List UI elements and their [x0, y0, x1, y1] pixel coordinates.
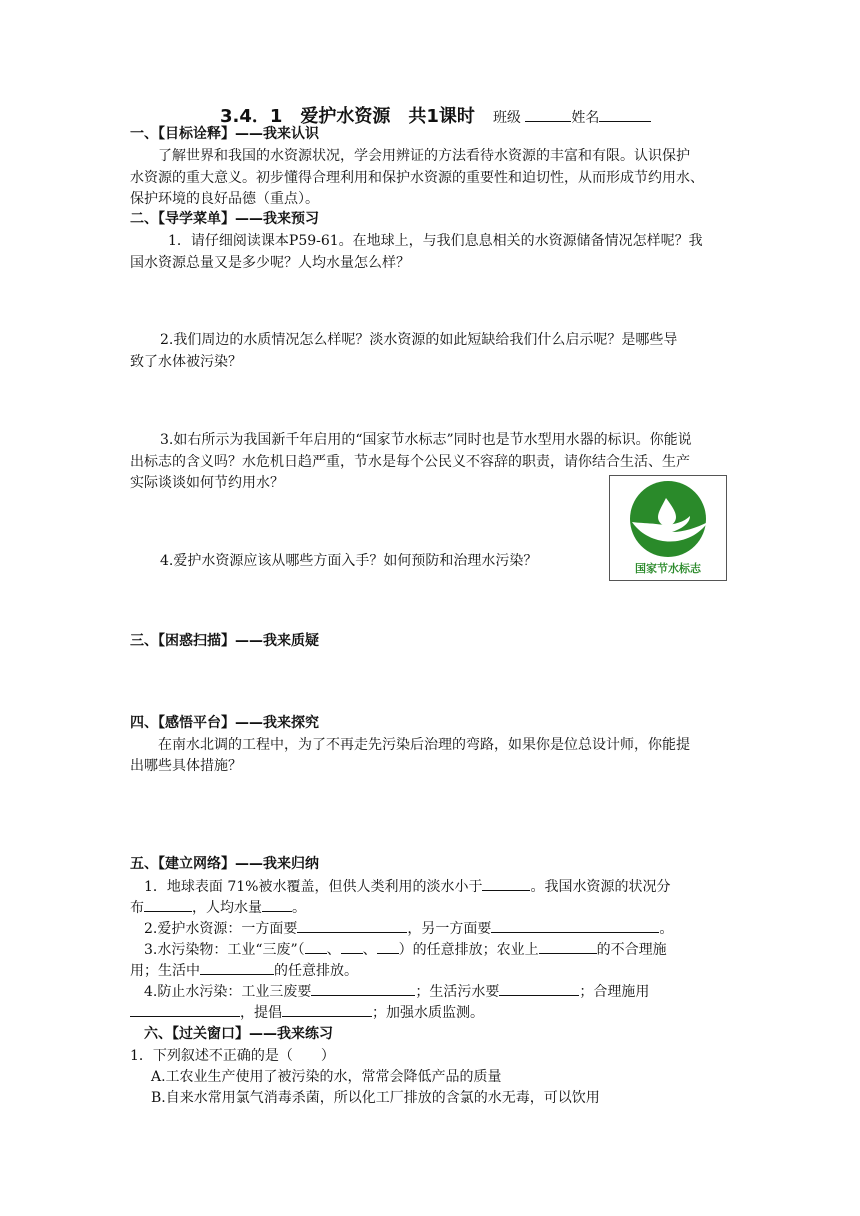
question-text-line: 4.爱护水资源应该从哪些方面入手？如何预防和治理水污染？ [160, 553, 538, 569]
question-text-line: 出标志的含义吗？水危机日趋严重，节水是每个公民义不容辞的职责，请你结合生活、生产 [130, 454, 690, 470]
section-4-text-line: 在南水北调的工程中，为了不再走先污染后治理的弯路，如果你是位总设计师，你能提 [158, 737, 690, 753]
fill-blank[interactable] [491, 918, 659, 933]
summary-item-3-cont [130, 960, 358, 981]
section-1-heading: 一、【目标诠释】——我来认识 [130, 126, 319, 142]
exercise-option-a: A.工农业生产使用了被污染的水，常常会降低产品的质量 [151, 1069, 502, 1085]
fill-blank[interactable] [341, 939, 363, 954]
section-6-heading: 六、【过关窗口】——我来练习 [144, 1026, 333, 1042]
section-4-heading: 四、【感悟平台】——我来探究 [130, 715, 319, 731]
fill-blank[interactable] [200, 960, 274, 975]
section-5-heading: 五、【建立网络】——我来归纳 [130, 856, 319, 872]
fill-blank[interactable] [499, 981, 579, 996]
section-1-text-line: 保护环境的良好品德（重点）。 [130, 191, 319, 207]
title-text: 3.4．1 爱护水资源 共1课时 [220, 106, 475, 127]
section-2-heading: 二、【导学菜单】——我来预习 [130, 211, 319, 227]
text-run: 的任意排放。 [274, 963, 358, 979]
question-text-line: 1．请仔细阅读课本P59-61。在地球上，与我们息息相关的水资源储备情况怎样呢？我 [168, 233, 703, 249]
fill-blank[interactable] [130, 1002, 240, 1017]
fill-blank[interactable] [297, 918, 407, 933]
question-text-line: 3.如右所示为我国新千年启用的“国家节水标志”同时也是节水型用水器的标识。你能说 [160, 432, 692, 448]
text-run: ，人均水量 [192, 900, 262, 916]
section-3-heading: 三、【困惑扫描】——我来质疑 [130, 633, 319, 649]
text-run: 1．地球表面 71%被水覆盖，但供人类利用的淡水小于 [144, 879, 483, 895]
text-run: 3.水污染物：工业“三废”（ [144, 942, 305, 958]
exercise-option-b: B.自来水常用氯气消毒杀菌，所以化工厂排放的含氯的水无毒，可以饮用 [151, 1090, 600, 1106]
fill-blank[interactable] [539, 939, 597, 954]
text-run: ；生活污水要 [415, 984, 500, 1000]
text-run: 。 [659, 921, 674, 937]
text-run: 的不合理施 [596, 942, 667, 958]
question-text-line: 实际谈谈如何节约用水？ [130, 475, 284, 491]
text-run: 、 [362, 942, 377, 958]
class-blank[interactable] [525, 107, 571, 122]
text-run: 用；生活中 [130, 963, 200, 979]
name-blank[interactable] [599, 107, 651, 122]
section-4-text-line: 出哪些具体措施？ [130, 758, 242, 774]
name-label: 姓名 [571, 110, 600, 126]
text-run: ）的任意排放；农业上 [398, 942, 539, 958]
text-run: 布 [130, 900, 144, 916]
text-run: ；合理施用 [579, 984, 650, 1000]
summary-item-4-cont [130, 1002, 484, 1023]
text-run: ；加强水质监测。 [372, 1005, 484, 1021]
class-label: 班级 [492, 110, 521, 126]
text-run: 4.防止水污染：工业三废要 [144, 984, 312, 1000]
fill-blank[interactable] [144, 897, 192, 912]
summary-item-4 [144, 981, 649, 1002]
class-field [493, 110, 651, 126]
text-run: ，另一方面要 [407, 921, 492, 937]
fill-blank[interactable] [282, 1002, 372, 1017]
question-text-line: 2.我们周边的水质情况怎么样呢？淡水资源的如此短缺给我们什么启示呢？是哪些导 [160, 332, 678, 348]
summary-item-2 [144, 918, 673, 939]
question-text-line: 国水资源总量又是多少呢？人均水量怎么样？ [130, 255, 410, 271]
fill-blank[interactable] [305, 939, 327, 954]
section-1-text-line: 了解世界和我国的水资源状况，学会用辨证的方法看待水资源的丰富和有限。认识保护 [158, 148, 690, 164]
fill-blank[interactable] [262, 897, 292, 912]
fill-blank[interactable] [482, 876, 530, 891]
fill-blank[interactable] [377, 939, 399, 954]
water-drop-logo-icon [610, 476, 726, 560]
water-saving-logo [609, 475, 727, 581]
text-run: 。 [292, 900, 306, 916]
summary-item-1-cont [130, 897, 306, 918]
question-text-line: 致了水体被污染？ [130, 354, 242, 370]
fill-blank[interactable] [311, 981, 415, 996]
text-run: 2.爱护水资源：一方面要 [144, 921, 298, 937]
summary-item-3 [144, 939, 667, 960]
summary-item-1 [144, 876, 670, 897]
text-run: ，提倡 [240, 1005, 282, 1021]
section-1-text-line: 水资源的重大意义。初步懂得合理利用和保护水资源的重要性和迫切性，从而形成节约用水、 [130, 170, 704, 186]
logo-caption: 国家节水标志 [635, 562, 701, 575]
exercise-question: 1．下列叙述不正确的是（ ） [130, 1048, 335, 1064]
text-run: 。我国水资源的状况分 [530, 879, 671, 895]
text-run: 、 [326, 942, 341, 958]
